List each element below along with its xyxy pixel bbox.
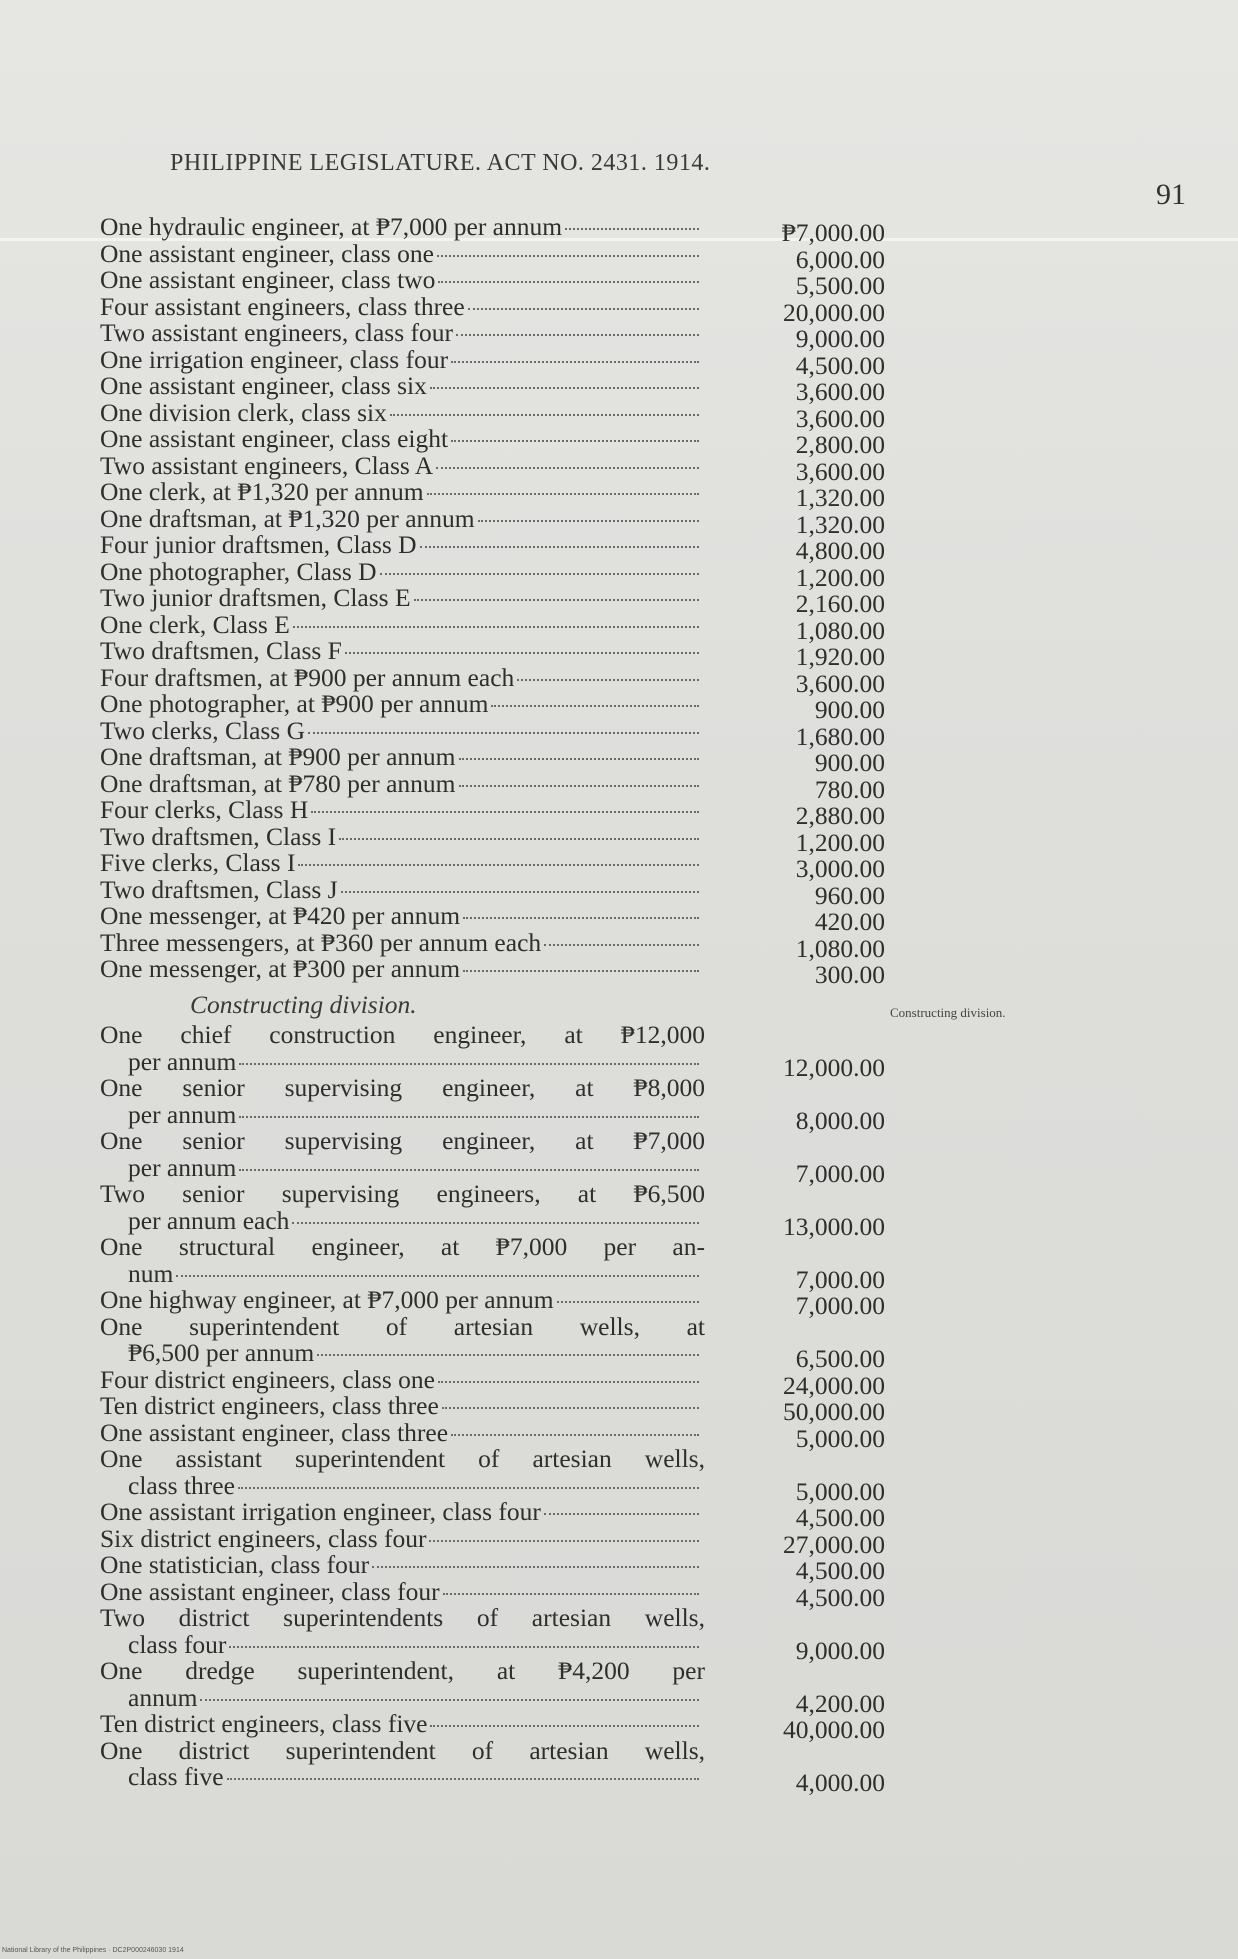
entry-description-line	[100, 426, 705, 453]
entry-amount: 1,080.00	[795, 933, 885, 963]
entry-description-line	[100, 927, 705, 957]
dot-leader	[176, 1275, 699, 1277]
section-heading: Constructing division.	[190, 990, 417, 1019]
entry-description	[100, 373, 705, 400]
entry-description	[100, 691, 705, 718]
dot-leader	[459, 758, 700, 760]
entry-description-line	[100, 1446, 705, 1473]
entry-amount: 2,880.00	[795, 801, 885, 830]
appropriation-entry	[100, 1735, 890, 1797]
entry-description	[100, 397, 705, 427]
entry-description	[100, 1364, 705, 1394]
entry-text: One clerk, Class E	[100, 609, 290, 639]
entry-description-line	[100, 373, 705, 400]
entry-description	[100, 1605, 705, 1658]
dot-leader	[345, 652, 699, 654]
entry-text: Four assistant engineers, class three	[100, 291, 465, 321]
entry-amount: 40,000.00	[783, 1715, 885, 1744]
dot-leader	[478, 520, 699, 522]
entry-description	[100, 715, 705, 745]
dot-leader	[292, 1222, 699, 1224]
dot-leader	[463, 970, 699, 972]
entry-text: Ten district engineers, class five	[100, 1709, 428, 1738]
dot-leader	[420, 546, 699, 548]
entry-description	[100, 1735, 705, 1791]
entry-description-line	[100, 1099, 705, 1129]
entry-text: One assistant engineer, class three	[100, 1417, 449, 1447]
entry-amount: 4,500.00	[795, 1582, 885, 1612]
entry-text: One photographer, at ₱900 per annum	[100, 689, 489, 718]
entry-text: One chief construction engineer, at ₱12,000	[100, 1020, 705, 1049]
entry-text: per annum	[128, 1152, 237, 1182]
dot-leader	[341, 891, 699, 893]
entry-text: Four district engineers, class one	[100, 1364, 435, 1394]
entry-text: One hydraulic engineer, at ₱7,000 per annum	[100, 212, 563, 241]
entry-text: class four	[128, 1629, 227, 1659]
entry-description	[100, 532, 705, 559]
entry-description	[100, 291, 705, 321]
entry-amount: 6,000.00	[795, 244, 885, 274]
dot-leader	[239, 1169, 699, 1171]
dot-leader	[443, 1593, 699, 1595]
entry-amount: 9,000.00	[795, 1635, 885, 1665]
running-head: PHILIPPINE LEGISLATURE. ACT NO. 2431. 1914.	[170, 150, 711, 176]
entry-text: class five	[128, 1762, 224, 1791]
entry-description	[100, 1417, 705, 1447]
appropriation-entry	[100, 1020, 890, 1082]
entry-description	[100, 1022, 705, 1075]
appropriation-entry	[100, 1073, 890, 1135]
dot-leader	[565, 228, 699, 230]
entry-text: One assistant engineer, class one	[100, 238, 434, 268]
dot-leader	[308, 732, 699, 734]
dot-leader	[438, 1381, 699, 1383]
entry-description-line	[100, 1629, 705, 1659]
entry-text: Two clerks, Class G	[100, 715, 306, 745]
entry-description	[100, 320, 705, 347]
dot-leader	[380, 573, 699, 575]
entry-description-line	[100, 662, 705, 692]
entry-description-line	[100, 1576, 705, 1606]
entry-text: One superintendent of artesian wells, at	[100, 1311, 705, 1341]
entry-description-line	[100, 214, 705, 241]
appropriation-entry	[100, 1656, 890, 1718]
entry-description	[100, 638, 705, 665]
entry-description	[100, 927, 705, 957]
dot-leader	[544, 944, 699, 946]
entry-text: num	[128, 1258, 174, 1288]
entry-description	[100, 1311, 705, 1367]
dot-leader	[436, 467, 699, 469]
entry-amount: 1,680.00	[795, 721, 885, 751]
appropriation-entry	[100, 1603, 890, 1665]
entry-description	[100, 768, 705, 798]
entry-description-line	[100, 1735, 705, 1765]
entry-text: Ten district engineers, class three	[100, 1391, 439, 1420]
dot-leader	[557, 1301, 699, 1303]
entry-amount: 1,080.00	[795, 615, 885, 645]
dot-leader	[517, 679, 699, 681]
entry-description	[100, 1499, 705, 1526]
entry-text: per annum	[128, 1046, 237, 1076]
entry-amount: 900.00	[814, 695, 885, 724]
entry-description	[100, 1128, 705, 1181]
dot-leader	[293, 626, 699, 628]
entry-text: Two draftsmen, Class J	[100, 874, 338, 904]
entry-description-line	[100, 585, 705, 612]
entry-description-line	[100, 638, 705, 665]
entry-description-line	[100, 1764, 705, 1791]
entry-text: One division clerk, class six	[100, 397, 387, 427]
entry-description-line	[100, 1046, 705, 1076]
entry-text: One assistant engineer, class two	[100, 265, 436, 294]
entry-amount: 1,320.00	[795, 483, 885, 512]
entry-text: One draftsman, at ₱900 per annum	[100, 742, 456, 771]
entry-text: Four clerks, Class H	[100, 795, 309, 824]
entry-amount: 5,000.00	[795, 1476, 885, 1506]
entry-text: class three	[128, 1470, 235, 1500]
entry-amount: 1,320.00	[795, 509, 885, 539]
entry-amount: 1,200.00	[795, 827, 885, 857]
entry-text: ₱6,500 per annum	[128, 1338, 315, 1367]
appropriation-list-constructing-division	[100, 1020, 890, 1797]
entry-description-line	[100, 397, 705, 427]
entry-text: One draftsman, at ₱780 per annum	[100, 768, 456, 798]
appropriation-entry	[100, 1444, 890, 1506]
entry-text: annum	[128, 1682, 198, 1712]
entry-amount: 27,000.00	[783, 1529, 885, 1559]
entry-text: Two assistant engineers, Class A	[100, 450, 434, 480]
entry-text: Two assistant engineers, class four	[100, 318, 454, 347]
entry-description-line	[100, 291, 705, 321]
dot-leader	[414, 599, 699, 601]
entry-description	[100, 903, 705, 930]
dot-leader	[238, 1487, 699, 1489]
entry-description-line	[100, 1205, 705, 1235]
entry-amount: 7,000.00	[795, 1291, 885, 1320]
entry-text: Two senior supervising engineers, at ₱6,500	[100, 1179, 705, 1208]
entry-description-line	[100, 609, 705, 639]
entry-description-line	[100, 503, 705, 533]
dot-leader	[459, 785, 700, 787]
page-number: 91	[1156, 178, 1186, 211]
entry-description-line	[100, 1523, 705, 1553]
entry-amount: ₱7,000.00	[781, 218, 885, 247]
entry-description	[100, 609, 705, 639]
entry-amount: 1,200.00	[795, 562, 885, 592]
entry-description-line	[100, 1552, 705, 1579]
entry-description-line	[100, 1470, 705, 1500]
entry-text: One structural engineer, at ₱7,000 per an-	[100, 1232, 705, 1261]
entry-description-line	[100, 1311, 705, 1341]
entry-amount: 4,500.00	[795, 1556, 885, 1585]
entry-description-line	[100, 479, 705, 506]
entry-amount: 8,000.00	[795, 1105, 885, 1135]
entry-description-line	[100, 768, 705, 798]
entry-description-line	[100, 1605, 705, 1632]
entry-description-line	[100, 344, 705, 374]
entry-description	[100, 479, 705, 506]
entry-text: per annum each	[128, 1205, 290, 1235]
entry-description-line	[100, 320, 705, 347]
entry-description	[100, 503, 705, 533]
entry-text: One assistant superintendent of artesian wells,	[100, 1444, 705, 1473]
entry-description-line	[100, 1340, 705, 1367]
entry-description-line	[100, 1234, 705, 1261]
dot-leader	[451, 361, 699, 363]
entry-description	[100, 1393, 705, 1420]
entry-amount: 50,000.00	[783, 1397, 885, 1426]
entry-description-line	[100, 1364, 705, 1394]
entry-description-line	[100, 1682, 705, 1712]
entry-text: One assistant irrigation engineer, class four	[100, 1497, 541, 1526]
entry-description	[100, 821, 705, 851]
entry-amount: 2,160.00	[795, 589, 885, 618]
dot-leader	[390, 414, 699, 416]
entry-amount: 20,000.00	[783, 297, 885, 327]
dot-leader	[442, 1407, 699, 1409]
archive-credit: National Library of the Philippines · DC2P000246030 1914	[2, 1947, 184, 1954]
entry-text: One senior supervising engineer, at ₱7,000	[100, 1126, 705, 1155]
entry-description	[100, 1576, 705, 1606]
entry-amount: 3,600.00	[795, 403, 885, 433]
entry-amount: 3,000.00	[795, 854, 885, 883]
entry-description-line	[100, 797, 705, 824]
dot-leader	[239, 1063, 699, 1065]
entry-amount: 9,000.00	[795, 324, 885, 353]
entry-amount: 3,600.00	[795, 668, 885, 698]
entry-description-line	[100, 1658, 705, 1685]
entry-description	[100, 744, 705, 771]
entry-description	[100, 556, 705, 586]
entry-amount: 4,800.00	[795, 536, 885, 565]
entry-amount: 3,600.00	[795, 456, 885, 486]
entry-description	[100, 797, 705, 824]
entry-text: One assistant engineer, class eight	[100, 424, 449, 453]
entry-text: per annum	[128, 1099, 237, 1129]
entry-amount: 5,500.00	[795, 271, 885, 300]
dot-leader	[229, 1646, 699, 1648]
dot-leader	[544, 1513, 699, 1515]
dot-leader	[430, 387, 699, 389]
dot-leader	[491, 705, 699, 707]
dot-leader	[463, 917, 699, 919]
dot-leader	[339, 838, 699, 840]
dot-leader	[430, 1725, 699, 1727]
dot-leader	[451, 1434, 699, 1436]
dot-leader	[468, 308, 699, 310]
entry-description	[100, 238, 705, 268]
entry-amount: 300.00	[814, 960, 885, 989]
entry-text: Two draftsmen, Class F	[100, 636, 342, 665]
entry-amount: 4,500.00	[795, 1503, 885, 1532]
entry-text: One messenger, at ₱420 per annum	[100, 901, 461, 930]
entry-description-line	[100, 874, 705, 904]
entry-text: Four junior draftsmen, Class D	[100, 530, 417, 559]
entry-description-line	[100, 1417, 705, 1447]
entry-amount: 900.00	[814, 748, 885, 777]
dot-leader	[227, 1778, 699, 1780]
appropriation-entry	[100, 1311, 890, 1373]
entry-description	[100, 1075, 705, 1128]
entry-description-line	[100, 1711, 705, 1738]
entry-description-line	[100, 1258, 705, 1288]
entry-text: Two draftsmen, Class I	[100, 821, 337, 851]
entry-description	[100, 1181, 705, 1234]
entry-description-line	[100, 1287, 705, 1314]
dot-leader	[427, 493, 699, 495]
entry-amount: 7,000.00	[795, 1264, 885, 1294]
entry-text: One clerk, at ₱1,320 per annum	[100, 477, 424, 506]
appropriation-entry	[100, 212, 890, 247]
entry-description	[100, 850, 705, 877]
entry-description	[100, 267, 705, 294]
entry-description-line	[100, 532, 705, 559]
entry-amount: 12,000.00	[783, 1052, 885, 1082]
entry-text: One highway engineer, at ₱7,000 per annum	[100, 1285, 554, 1314]
entry-amount: 1,920.00	[795, 642, 885, 671]
entry-description-line	[100, 1075, 705, 1102]
entry-description	[100, 450, 705, 480]
entry-amount: 960.00	[814, 880, 885, 910]
entry-text: One senior supervising engineer, at ₱8,000	[100, 1073, 705, 1102]
entry-amount: 2,800.00	[795, 430, 885, 459]
dot-leader	[456, 334, 699, 336]
entry-text: Six district engineers, class four	[100, 1523, 427, 1553]
entry-description	[100, 1658, 705, 1711]
entry-text: Two district superintendents of artesian wells,	[100, 1603, 705, 1632]
entry-amount: 420.00	[814, 907, 885, 936]
entry-description-line	[100, 1499, 705, 1526]
entry-amount: 13,000.00	[783, 1211, 885, 1241]
entry-text: One dredge superintendent, at ₱4,200 per	[100, 1656, 705, 1685]
entry-amount: 24,000.00	[783, 1370, 885, 1400]
appropriation-list-engineering	[100, 212, 890, 989]
entry-text: One irrigation engineer, class four	[100, 344, 449, 374]
margin-note: Constructing division.	[890, 1005, 1006, 1020]
entry-description	[100, 585, 705, 612]
dot-leader	[372, 1566, 699, 1568]
dot-leader	[437, 255, 699, 257]
dot-leader	[298, 864, 699, 866]
dot-leader	[451, 440, 699, 442]
entry-text: Five clerks, Class I	[100, 848, 296, 877]
entry-description-line	[100, 903, 705, 930]
entry-amount: 4,500.00	[795, 350, 885, 380]
entry-description-line	[100, 850, 705, 877]
entry-text: One draftsman, at ₱1,320 per annum	[100, 503, 475, 533]
entry-description	[100, 662, 705, 692]
entry-amount: 7,000.00	[795, 1158, 885, 1188]
entry-description	[100, 214, 705, 241]
entry-description-line	[100, 1152, 705, 1182]
entry-description	[100, 344, 705, 374]
appropriation-entry	[100, 1179, 890, 1241]
entry-description-line	[100, 556, 705, 586]
entry-description-line	[100, 1128, 705, 1155]
entry-amount: 6,500.00	[795, 1344, 885, 1373]
entry-description	[100, 874, 705, 904]
entry-text: Four draftsmen, at ₱900 per annum each	[100, 662, 515, 692]
entry-description-line	[100, 821, 705, 851]
dot-leader	[429, 1540, 699, 1542]
entry-text: One statistician, class four	[100, 1550, 370, 1579]
entry-amount: 4,000.00	[795, 1768, 885, 1797]
entry-description	[100, 1446, 705, 1499]
entry-text: Three messengers, at ₱360 per annum each	[100, 927, 542, 957]
entry-text: One messenger, at ₱300 per annum	[100, 954, 461, 983]
entry-description	[100, 1234, 705, 1287]
dot-leader	[239, 1116, 699, 1118]
entry-description-line	[100, 450, 705, 480]
dot-leader	[438, 281, 699, 283]
entry-amount: 780.00	[814, 774, 885, 804]
entry-description	[100, 1523, 705, 1553]
entry-text: One photographer, Class D	[100, 556, 377, 586]
entry-text: One assistant engineer, class six	[100, 371, 427, 400]
entry-description	[100, 1552, 705, 1579]
entry-description	[100, 426, 705, 453]
entry-text: One district superintendent of artesian wells,	[100, 1735, 705, 1765]
entry-description-line	[100, 1181, 705, 1208]
dot-leader	[200, 1699, 699, 1701]
entry-description-line	[100, 691, 705, 718]
dot-leader	[311, 811, 699, 813]
entry-description-line	[100, 267, 705, 294]
appropriation-entry	[100, 1232, 890, 1294]
entry-description-line	[100, 956, 705, 983]
entry-description-line	[100, 744, 705, 771]
entry-amount: 3,600.00	[795, 377, 885, 406]
entry-amount: 4,200.00	[795, 1688, 885, 1718]
entry-amount: 5,000.00	[795, 1423, 885, 1453]
entry-description-line	[100, 715, 705, 745]
appropriation-entry	[100, 1126, 890, 1188]
entry-description-line	[100, 238, 705, 268]
entry-description	[100, 1711, 705, 1738]
entry-text: Two junior draftsmen, Class E	[100, 583, 411, 612]
entry-description-line	[100, 1393, 705, 1420]
entry-description	[100, 1287, 705, 1314]
entry-description-line	[100, 1022, 705, 1049]
entry-text: One assistant engineer, class four	[100, 1576, 440, 1606]
entry-description	[100, 956, 705, 983]
dot-leader	[317, 1354, 699, 1356]
